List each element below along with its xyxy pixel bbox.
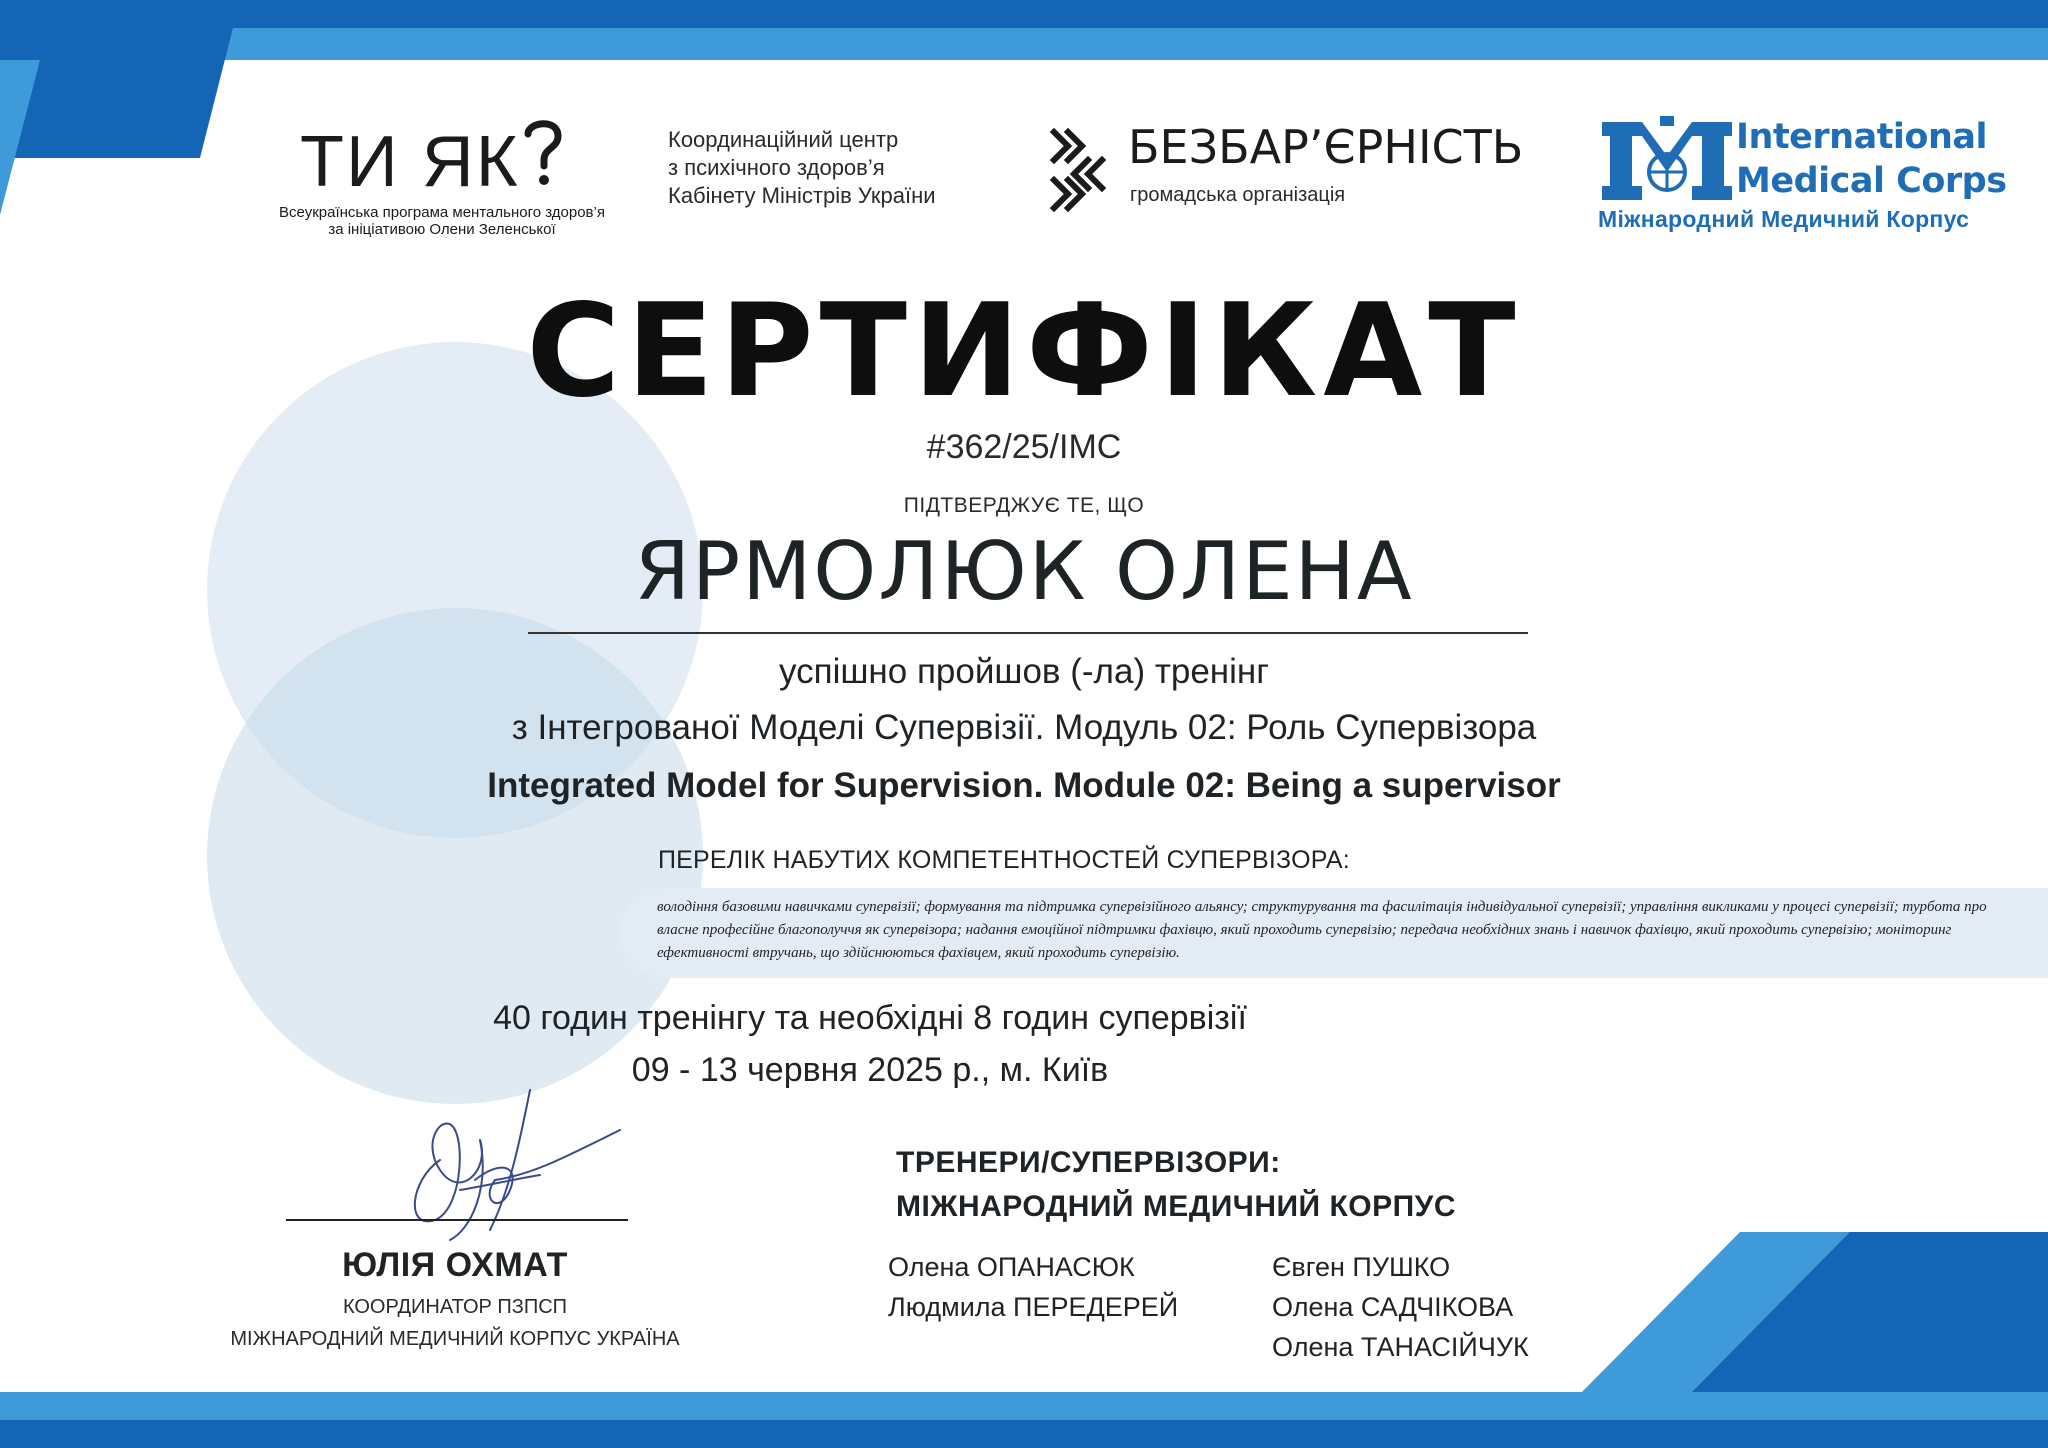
imc-line1: International [1736,117,1988,157]
tiyak-logo-subtitle [262,204,622,238]
coordinator-signature [380,1080,640,1250]
trainer-name: Євген ПУШКО [1272,1252,1451,1282]
course-title-en: Integrated Model for Supervision. Module 02: Being a supervisor [487,766,1561,805]
tiyak-logo [300,118,564,202]
tiyak-subtitle-line1: Всеукраїнська програма ментального здоров’я [279,204,605,221]
certificate-number: #362/25/IMC [926,428,1122,466]
trainer-name: Олена САДЧІКОВА [1272,1292,1514,1322]
bezbarernist-emblem-icon [1046,124,1110,216]
tiyak-subtitle-line2: за ініціативою Олени Зеленської [328,221,556,238]
bezbarernist-title: БЕЗБАР’ЄРНІСТЬ [1128,120,1524,174]
trainer-name: Олена ТАНАСІЙЧУК [1272,1332,1529,1362]
recipient-underline [528,632,1528,634]
coord-line3: Кабінету Міністрів України [668,183,936,208]
competencies-heading: ПЕРЕЛІК НАБУТИХ КОМПЕТЕНТНОСТЕЙ СУПЕРВІЗОРА: [658,846,1350,874]
course-title-ua: з Інтегрованої Моделі Супервізії. Модуль 02: Роль Супервізора [511,708,1537,747]
trainers-heading-line2: МІЖНАРОДНИЙ МЕДИЧНИЙ КОРПУС [896,1190,1457,1223]
trainer-name: Людмила ПЕРЕДЕРЕЙ [888,1292,1179,1322]
training-hours: 40 годин тренінгу та необхідні 8 годин супервізії [493,999,1247,1037]
imc-line2: Medical Corps [1736,161,2007,201]
coord-line2: з психічного здоров’я [668,155,885,180]
bezbarernist-subtitle: громадська організація [1130,184,1346,206]
tiyak-logo-title: ТИ ЯК [300,122,520,202]
imc-emblem-icon [1602,116,1732,200]
competencies-text: володіння базовими навичками супервізії; формування та підтримка супервізійного альянсу; структурування та фасилітація індивідуальної супервізії; управління викликами у процесі супервізії; турбота про власне професійне благополуччя як супервізора; надання емоційної підтримки фахівцю, який проходить супервізію; передача необхідних знань і навичок фахівцю, який проходить супервізію; моніторинг ефективності втручань, що здійснюються фахівцем, який проходить супервізію. [657,899,1987,961]
certificate-title: СЕРТИФІКАТ [526,277,1522,426]
coordinator-role: КООРДИНАТОР ПЗПСП [342,1296,568,1318]
completed-text: успішно пройшов (-ла) тренінг [779,652,1269,691]
coordination-center-logo [668,126,936,210]
coordinator-org: МІЖНАРОДНИЙ МЕДИЧНИЙ КОРПУС УКРАЇНА [230,1328,680,1350]
training-dates: 09 - 13 червня 2025 р., м. Київ [631,1051,1109,1089]
trainer-name: Олена ОПАНАСЮК [888,1252,1135,1282]
imc-line3: Міжнародний Медичний Корпус [1598,206,1970,232]
question-mark-icon [522,118,564,188]
coord-line1: Координаційний центр [668,127,899,152]
trainers-heading-line1: ТРЕНЕРИ/СУПЕРВІЗОРИ: [896,1146,1281,1179]
coordinator-name: ЮЛІЯ ОХМАТ [342,1246,568,1284]
confirms-text: ПІДТВЕРДЖУЄ ТЕ, ЩО [903,494,1145,517]
recipient-name: ЯРМОЛЮК ОЛЕНА [634,525,1414,618]
signature-line [286,1219,628,1221]
